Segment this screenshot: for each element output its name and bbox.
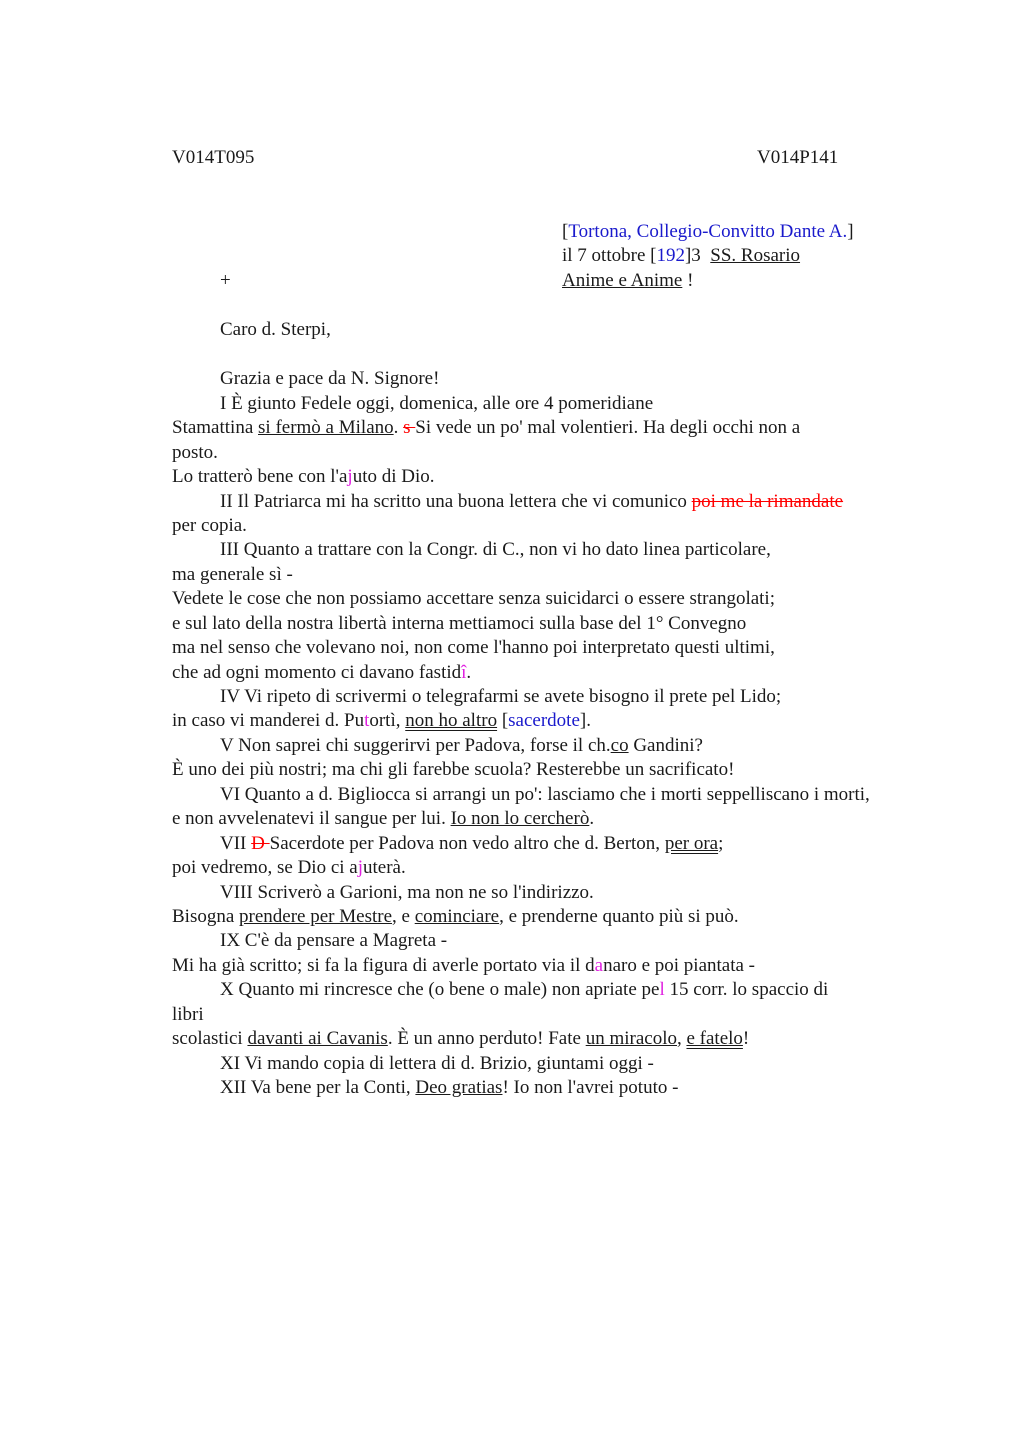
line: Vedete le cose che non possiamo accettare senza suicidarci o essere strangolati; — [172, 588, 775, 609]
line: e non avvelenatevi il sangue per lui. Io non lo cercherò. — [172, 808, 595, 829]
underlined-text: Deo gratias — [415, 1077, 503, 1098]
line: IX C'è da pensare a Magreta - — [220, 930, 448, 951]
bracket: [ — [562, 221, 569, 242]
date-emendation: 192 — [656, 245, 685, 266]
line: X Quanto mi rincresce che (o bene o male) non apriate pel 15 corr. lo spaccio di — [220, 979, 829, 1000]
bracket: ] — [847, 221, 854, 242]
line: III Quanto a trattare con la Congr. di C., non vi ho dato linea particolare, — [220, 539, 771, 560]
document-code-left: V014T095 — [172, 147, 255, 168]
salutation: Caro d. Sterpi, — [220, 319, 331, 340]
line: VI Quanto a d. Bigliocca si arrangi un po': lasciamo che i morti seppelliscano i morti, — [220, 784, 870, 805]
line: che ad ogni momento ci davano fastidî. — [172, 662, 472, 683]
line: Lo tratterò bene con l'ajuto di Dio. — [172, 466, 435, 487]
line: XII Va bene per la Conti, Deo gratias! Io non l'avrei potuto - — [220, 1077, 679, 1098]
double-underlined-text: e fatelo — [686, 1028, 743, 1049]
line: ma nel senso che volevano noi, non come l'hanno poi interpretato questi ultimi, — [172, 637, 775, 658]
line: Mi ha già scritto; si fa la figura di averle portato via il danaro e poi piantata - — [172, 955, 755, 976]
emendation: l — [659, 979, 665, 1000]
underlined-text: un miracolo — [585, 1028, 677, 1049]
double-underlined-text: per ora — [664, 833, 719, 854]
line: VII D Sacerdote per Padova non vedo altro che d. Berton, per ora; — [220, 833, 724, 854]
emendation: j — [347, 466, 353, 487]
line: posto. — [172, 442, 218, 463]
line: Bisogna prendere per Mestre, e cominciare, e prenderne quanto più si può. — [172, 906, 739, 927]
dateline-date — [562, 245, 800, 267]
line: Stamattina si fermò a Milano. s Si vede un po' mal volentieri. Ha degli occhi non a — [172, 417, 801, 438]
line: in caso vi manderei d. Putortì, non ho altro [sacerdote]. — [172, 710, 591, 731]
line: ma generale sì - — [172, 564, 293, 585]
place-name: Tortona, Collegio-Convitto Dante A. — [568, 221, 848, 242]
line: È uno dei più nostri; ma chi gli farebbe scuola? Resterebbe un sacrificato! — [172, 759, 735, 780]
line: I È giunto Fedele oggi, domenica, alle ore 4 pomeridiane — [220, 393, 654, 414]
double-underlined-text: non ho altro — [405, 710, 498, 731]
greeting: Grazia e pace da N. Signore! — [220, 368, 440, 389]
underlined-text: cominciare — [414, 906, 500, 927]
emendation: î — [461, 662, 467, 683]
date-text: il 7 ottobre [ — [562, 245, 657, 266]
date-text: ]3 — [684, 245, 711, 266]
emendation: j — [357, 857, 364, 878]
motto-punct: ! — [682, 270, 694, 291]
line: XI Vi mando copia di lettera di d. Brizio, giuntami oggi - — [220, 1053, 654, 1074]
cross-symbol: + — [220, 270, 231, 291]
document-code-right: V014P141 — [757, 147, 839, 168]
motto: Anime e Anime — [562, 270, 683, 291]
emendation: a — [594, 955, 604, 976]
underlined-text: Io non lo cercherò — [450, 808, 590, 829]
emendation: t — [364, 710, 370, 731]
line: II Il Patriarca mi ha scritto una buona lettera che vi comunico poi me la rimandate — [220, 491, 844, 512]
line: poi vedremo, se Dio ci ajuterà. — [172, 857, 406, 878]
line: IV Vi ripeto di scrivermi o telegrafarmi se avete bisogno il prete pel Lido; — [220, 686, 782, 707]
feast-name: SS. Rosario — [710, 245, 801, 266]
line: V Non saprei chi suggerirvi per Padova, forse il ch.co Gandini? — [220, 735, 703, 756]
line: libri — [172, 1004, 204, 1025]
line: per copia. — [172, 515, 247, 536]
line: VIII Scriverò a Garioni, ma non ne so l'indirizzo. — [220, 882, 594, 903]
underlined-text: prendere per Mestre — [239, 906, 393, 927]
deleted-text: s — [403, 417, 416, 438]
dateline-motto — [562, 270, 693, 292]
editorial-insertion: sacerdote — [508, 710, 580, 731]
deleted-text: poi me la rimandate — [691, 491, 844, 512]
line: e sul lato della nostra libertà interna mettiamoci sulla base del 1° Convegno — [172, 613, 747, 634]
underlined-text: co — [610, 735, 629, 756]
dateline-place — [562, 221, 854, 243]
underlined-text: si fermò a Milano — [258, 417, 394, 438]
deleted-text: D — [251, 833, 270, 854]
underlined-text: davanti ai Cavanis — [247, 1028, 388, 1049]
line: scolastici davanti ai Cavanis. È un anno perduto! Fate un miracolo, e fatelo! — [172, 1028, 750, 1049]
